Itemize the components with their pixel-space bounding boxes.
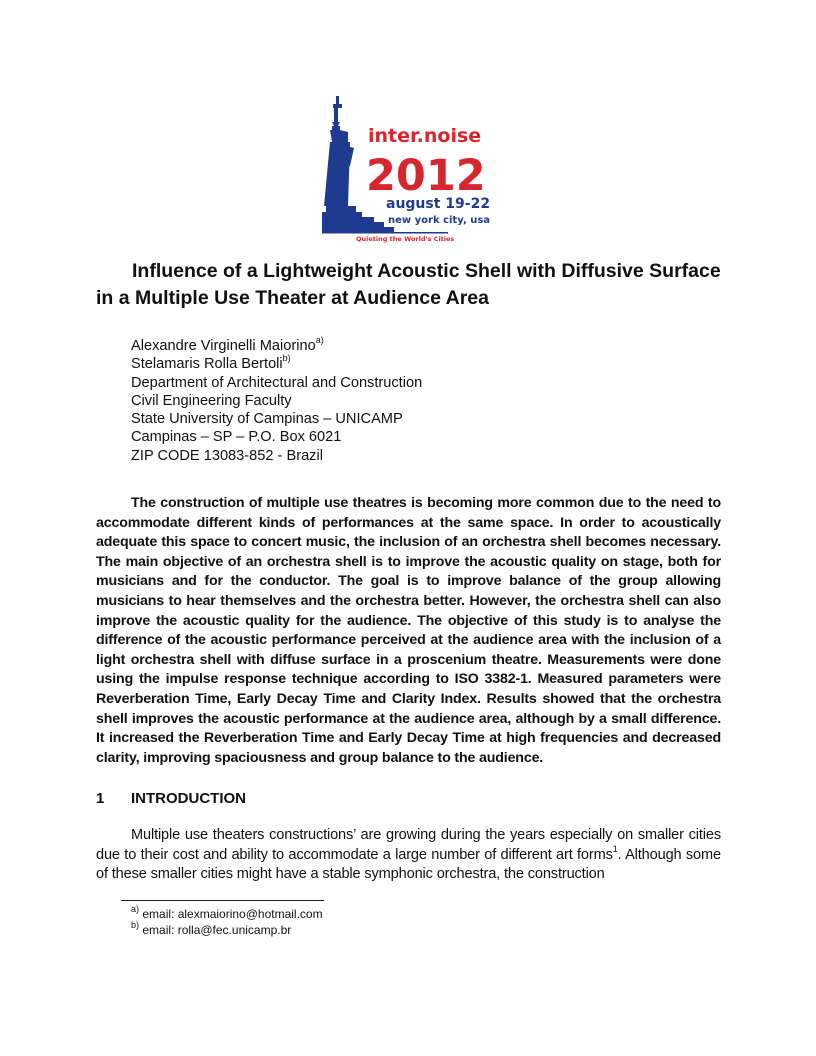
section-title: INTRODUCTION	[131, 790, 246, 807]
abstract: The construction of multiple use theatres is becoming more common due to the need to accommodate different kinds of performances at the same space. In order to acoustically adequate this space to concert music, the inclusion of an orchestra shell becomes necessary. The main objective of an orchestra shell is to improve the acoustic quality on stage, both for musicians and for the conductor. The goal is to improve balance of the group allowing musicians to hear themselves and the orchestra better. However, the orchestra shell can also improve the acoustic quality for the audience. The objective of this study is to analyse the difference of the acoustic performance perceived at the audience area with the inclusion of a light orchestra shell with diffuse surface in a proscenium theatre. Measurements were done using the impulse response technique according to ISO 3382-1. Measured parameters were Reverberation Time, Early Decay Time and Clarity Index. Results showed that the orchestra shell improves the acoustic performance at the audience area, although by a small difference. It increased the Reverberation Time and Early Decay Time at high frequencies and decreased clarity, improving spaciousness and group balance to the audience.	[96, 495, 721, 766]
title-line-1: Influence of a Lightweight Acoustic Shell with Diffusive Surface	[132, 260, 721, 282]
svg-text:2012: 2012	[366, 151, 486, 201]
author-block	[131, 337, 631, 465]
author-1: Alexandre Virginelli Maiorino$^{a)}$	[131, 335, 324, 354]
section-heading	[96, 790, 246, 807]
conference-logo	[318, 96, 506, 244]
paper-title	[96, 258, 746, 312]
introduction-paragraph: Multiple use theaters constructions’ are growing during the years especially on smaller cities due to their cost and ability to accommodate a large number of different art forms$^1$. Although some of these smaller cities might have a stable symphonic orchestra, the construction	[96, 827, 721, 883]
reference-marker: 1	[612, 843, 618, 854]
svg-text:inter.noise: inter.noise	[368, 125, 482, 147]
svg-text:Quieting the World's Cities: Quieting the World's Cities	[356, 235, 455, 243]
affiliation-line: Department of Architectural and Construction	[131, 374, 423, 391]
section-number: 1	[96, 790, 105, 807]
footnotes	[131, 906, 323, 938]
footnote: $^{a)}$ email: alexmaiorino@hotmail.com	[131, 904, 323, 921]
footnote: $^{b)}$ email: rolla@fec.unicamp.br	[131, 920, 292, 937]
svg-text:new york city, usa: new york city, usa	[388, 215, 491, 226]
statue-of-liberty-icon	[318, 96, 506, 244]
affiliation-line: ZIP CODE 13083-852 - Brazil	[131, 447, 323, 464]
affiliation-line: State University of Campinas – UNICAMP	[131, 411, 403, 428]
title-line-2: in a Multiple Use Theater at Audience Area	[96, 287, 489, 309]
footnote-divider	[121, 900, 324, 901]
affiliation-line: Campinas – SP – P.O. Box 6021	[131, 429, 342, 446]
svg-text:august 19-22: august 19-22	[386, 196, 491, 212]
author-2: Stelamaris Rolla Bertoli$^{b)}$	[131, 353, 291, 373]
affiliation-line: Civil Engineering Faculty	[131, 392, 292, 409]
